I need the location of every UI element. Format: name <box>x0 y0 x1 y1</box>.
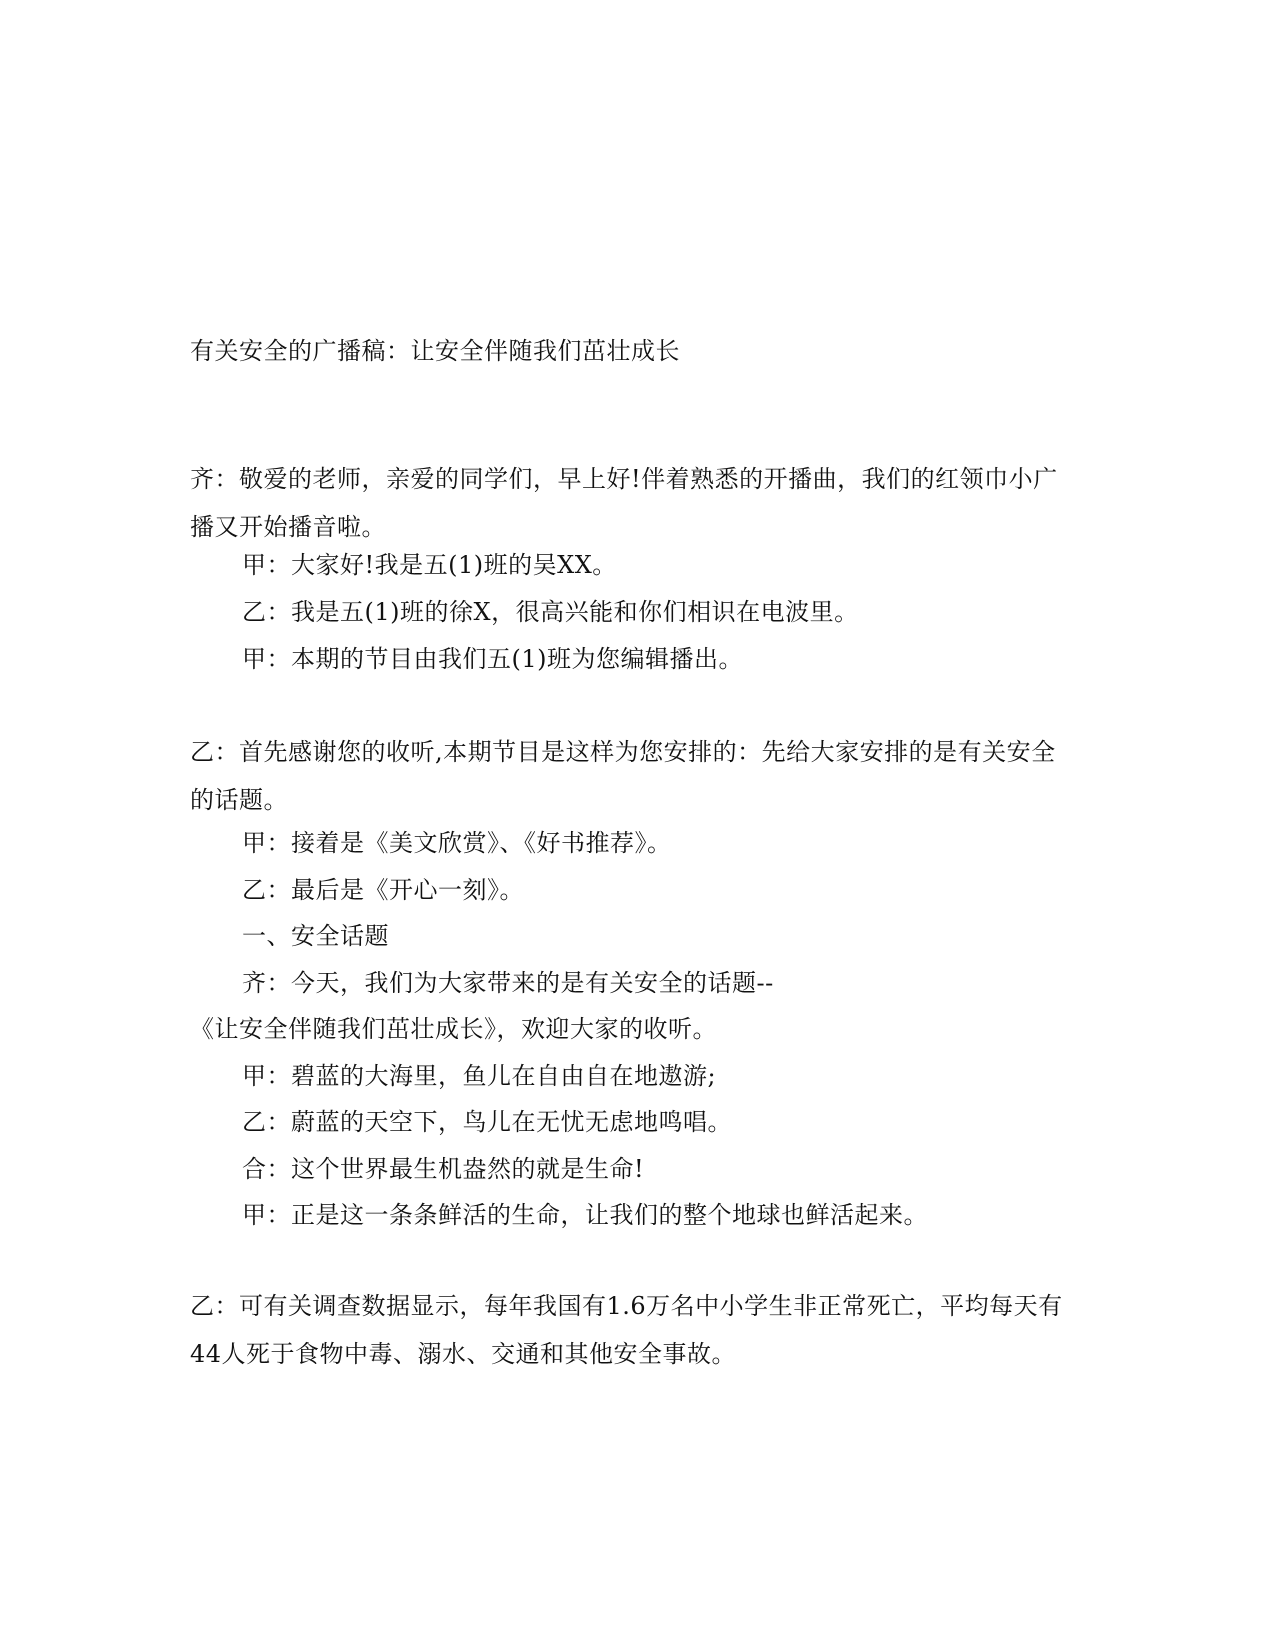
document-title: 有关安全的广播稿：让安全伴随我们茁壮成长 <box>190 337 680 365</box>
dialogue-line-continuation: 《让安全伴随我们茁壮成长》，欢迎大家的收听。 <box>190 1015 717 1043</box>
dialogue-line: 甲：本期的节目由我们五(1)班为您编辑播出。 <box>242 645 743 673</box>
dialogue-line: 甲：大家好!我是五(1)班的吴XX。 <box>242 551 617 579</box>
dialogue-line: 齐：今天，我们为大家带来的是有关安全的话题-- <box>242 969 774 997</box>
paragraph-program-intro: 乙：首先感谢您的收听,本期节目是这样为您安排的：先给大家安排的是有关安全的话题。 <box>190 738 1056 814</box>
dialogue-line: 甲：碧蓝的大海里，鱼儿在自由自在地遨游; <box>242 1062 717 1090</box>
paragraph-statistics: 乙：可有关调查数据显示，每年我国有1.6万名中小学生非正常死亡，平均每天有44人死于食物中毒、溺水、交通和其他安全事故。 <box>190 1292 1063 1368</box>
dialogue-line: 甲：正是这一条条鲜活的生命，让我们的整个地球也鲜活起来。 <box>242 1201 928 1229</box>
section-heading: 一、安全话题 <box>242 922 389 950</box>
dialogue-line: 乙：蔚蓝的天空下，鸟儿在无忧无虑地鸣唱。 <box>242 1108 732 1136</box>
paragraph-opening: 齐：敬爱的老师，亲爱的同学们，早上好!伴着熟悉的开播曲，我们的红领巾小广播又开始播音啦。 <box>190 465 1058 541</box>
dialogue-line: 乙：我是五(1)班的徐X，很高兴能和你们相识在电波里。 <box>242 598 859 626</box>
dialogue-line: 甲：接着是《美文欣赏》、《好书推荐》。 <box>242 829 672 857</box>
dialogue-line: 合：这个世界最生机盎然的就是生命! <box>242 1155 645 1183</box>
dialogue-line: 乙：最后是《开心一刻》。 <box>242 876 524 904</box>
